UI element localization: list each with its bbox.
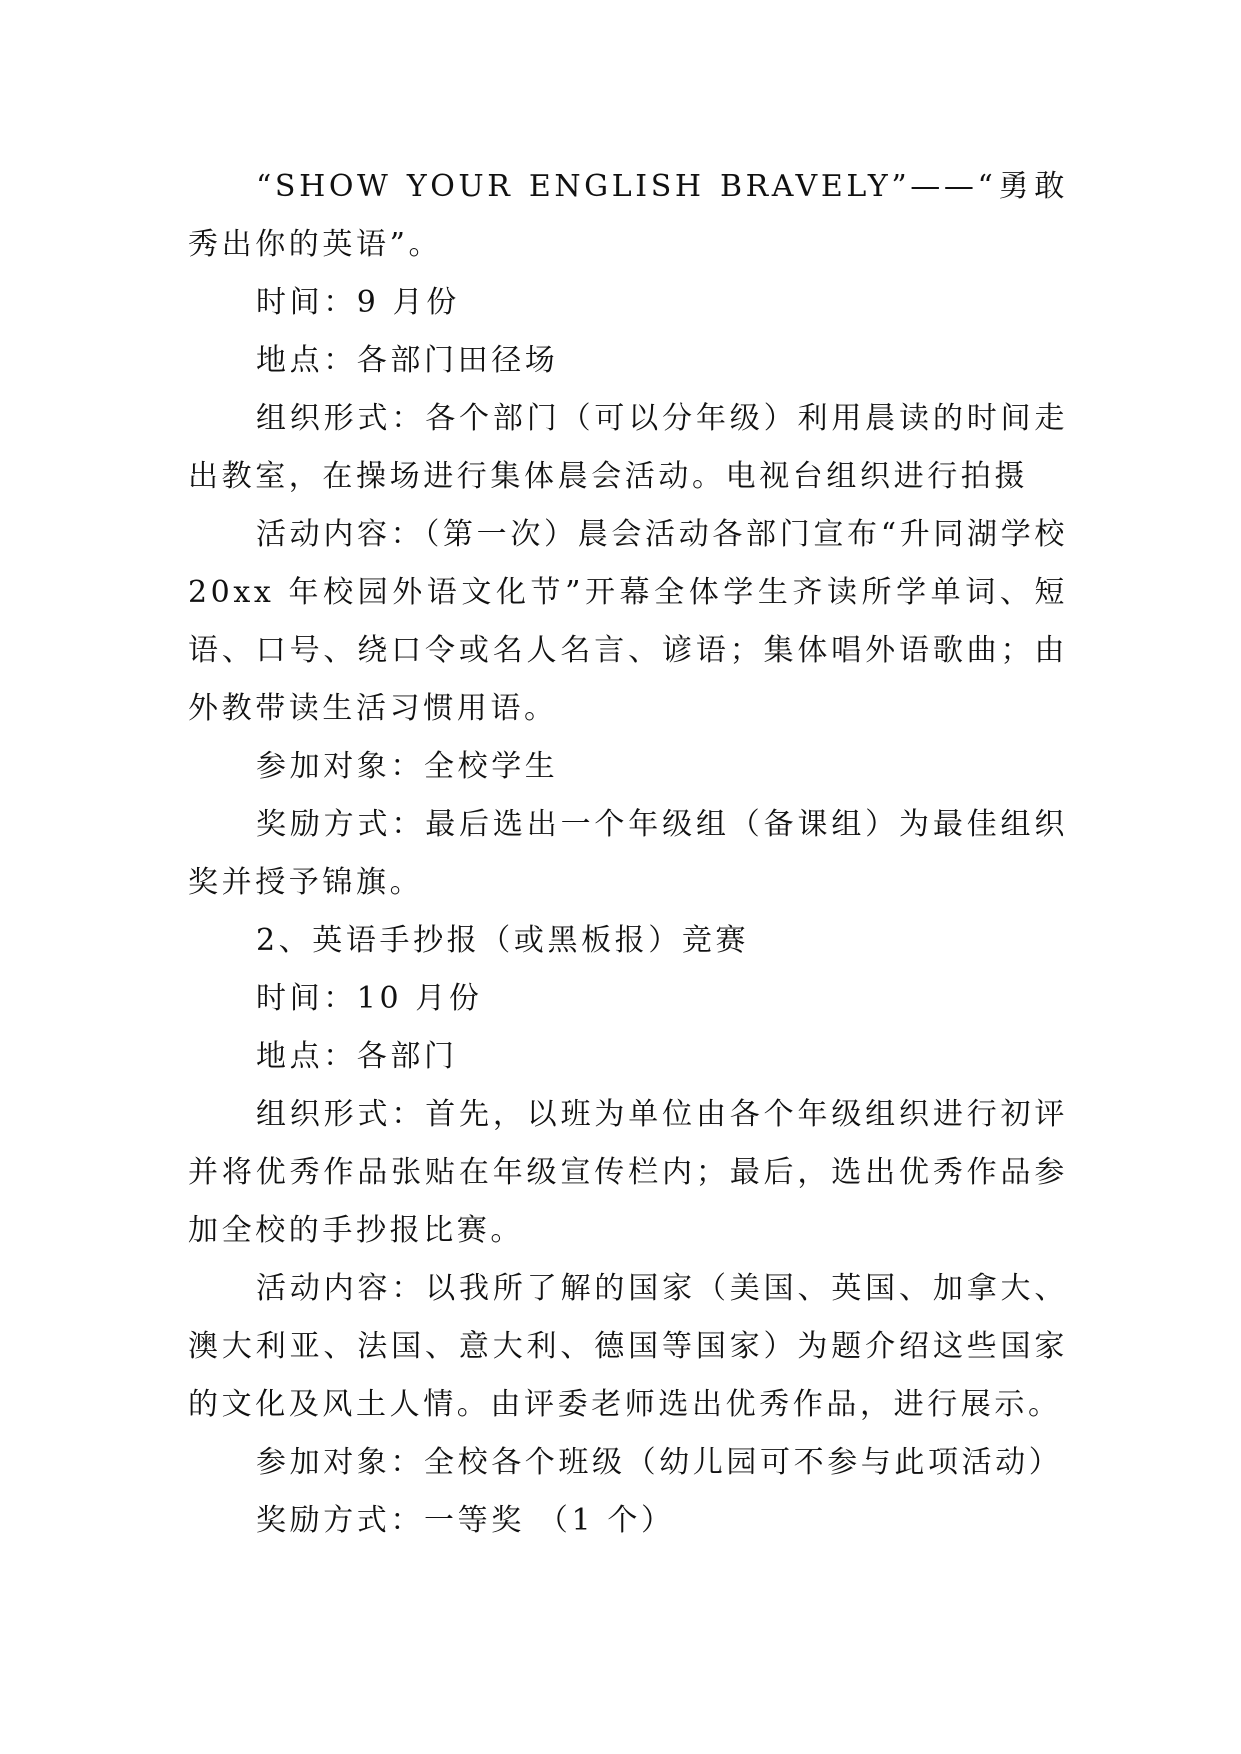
paragraph-organization-2: 组织形式：首先，以班为单位由各个年级组织进行初评并将优秀作品张贴在年级宣传栏内；最后，选出优秀作品参加全校的手抄报比赛。 [188,1097,1068,1248]
paragraph-reward: 奖励方式：最后选出一个年级组（备课组）为最佳组织奖并授予锦旗。 [188,807,1068,900]
paragraph-activity-content: 活动内容：（第一次）晨会活动各部门宣布“升同湖学校 20xx 年校园外语文化节”开幕全体学生齐读所学单词、短语、口号、绕口令或名人名言、谚语；集体唱外语歌曲；由外教带读生活习惯用语。 [188,517,1082,726]
paragraph-participants-2: 参加对象：全校各个班级（幼儿园可不参与此项活动） [256,1445,1063,1480]
document-body [188,158,1082,1550]
paragraph-activity-content-2: 活动内容：以我所了解的国家（美国、英国、加拿大、澳大利亚、法国、意大利、德国等国家）为题介绍这些国家的文化及风土人情。由评委老师选出优秀作品，进行展示。 [188,1271,1068,1422]
paragraph-location: 地点：各部门田径场 [256,343,559,378]
paragraph-organization: 组织形式：各个部门（可以分年级）利用晨读的时间走出教室，在操场进行集体晨会活动。电视台组织进行拍摄 [188,401,1068,494]
paragraph-time-2: 时间：10 月份 [256,981,483,1016]
paragraph-time: 时间：9 月份 [256,285,460,320]
paragraph-location-2: 地点：各部门 [256,1039,458,1074]
paragraph-reward-2: 奖励方式：一等奖 （1 个） [256,1503,675,1538]
paragraph-section-2-heading: 2、英语手抄报（或黑板报）竞赛 [256,923,750,958]
paragraph-title-slogan: “SHOW YOUR ENGLISH BRAVELY”——“勇敢秀出你的英语”。 [188,169,1068,262]
paragraph-participants: 参加对象：全校学生 [256,749,559,784]
